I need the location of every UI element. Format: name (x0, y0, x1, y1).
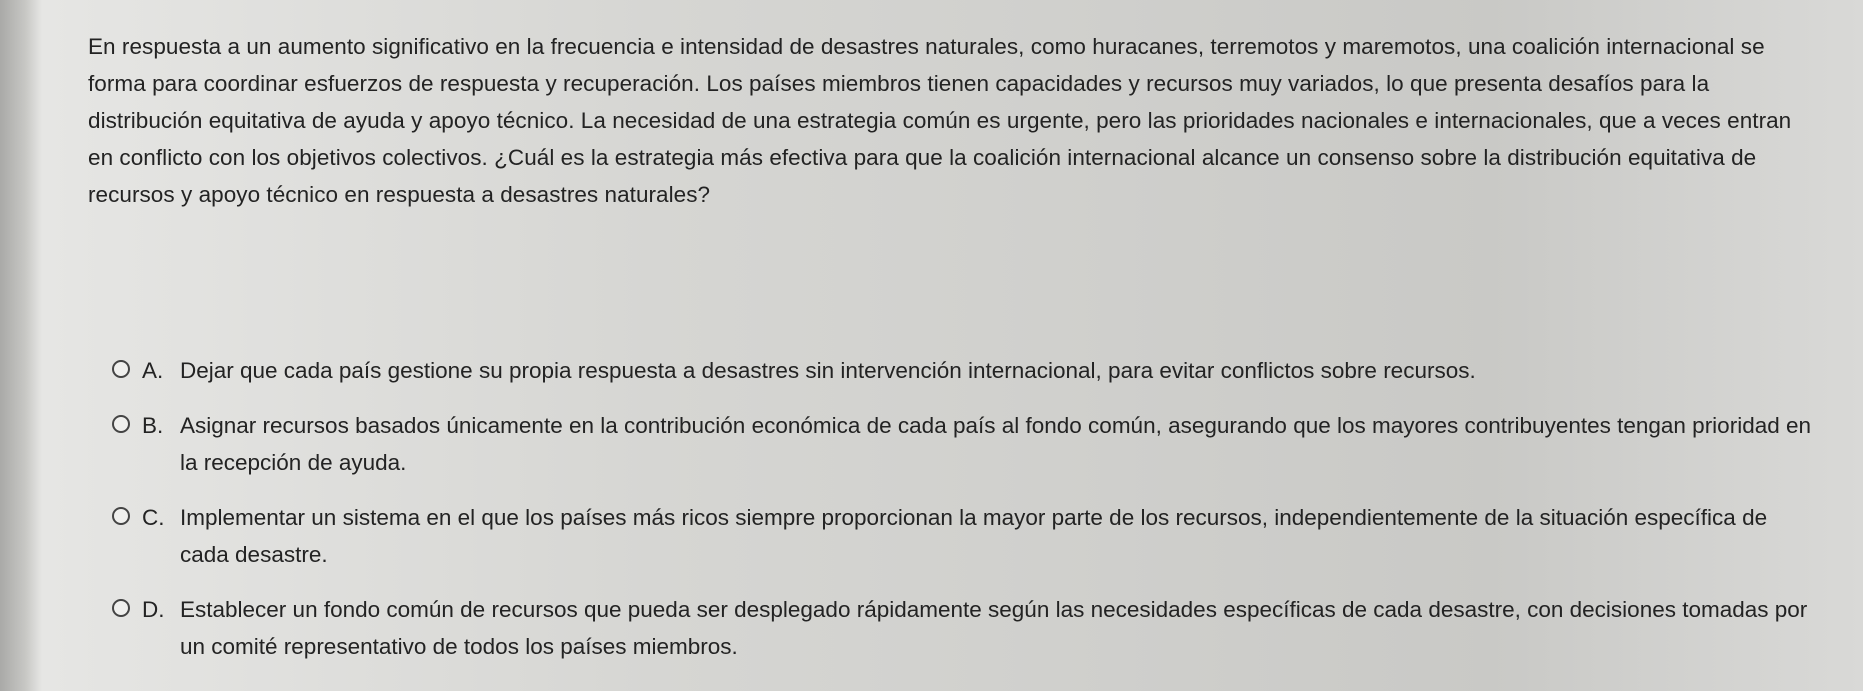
option-text: Implementar un sistema en el que los países más ricos siempre proporcionan la mayor parte de los recursos, independientemente de la situación específica de cada desastre. (180, 505, 1768, 567)
radio-button-icon[interactable] (112, 507, 130, 525)
page-edge-shadow (0, 0, 42, 691)
option-text: Asignar recursos basados únicamente en la contribución económica de cada país al fondo común, asegurando que los mayores contribuyentes tengan prioridad en la recepción de ayuda. (180, 413, 1812, 475)
radio-button-icon[interactable] (112, 360, 130, 378)
option-d[interactable] (112, 591, 1822, 665)
option-letter: A. (142, 358, 164, 383)
option-letter: B. (142, 413, 164, 438)
radio-button-icon[interactable] (112, 415, 130, 433)
option-b[interactable] (112, 407, 1822, 481)
option-a[interactable] (112, 352, 1822, 389)
option-c[interactable] (112, 499, 1822, 573)
option-letter: C. (142, 505, 165, 530)
answer-options (112, 352, 1822, 683)
option-letter: D. (142, 597, 165, 622)
radio-button-icon[interactable] (112, 599, 130, 617)
question-text: En respuesta a un aumento significativo en la frecuencia e intensidad de desastres naturales, como huracanes, terremotos y maremotos, una coalición internacional se forma para coordinar esfuerzos de respuesta y recuperación. Los países miembros tienen capacidades y recursos muy variados, lo que presenta desafíos para la distribución equitativa de ayuda y apoyo técnico. La necesidad de una estrategia común es urgente, pero las prioridades nacionales e internacionales, que a veces entran en conflicto con los objetivos colectivos. ¿Cuál es la estrategia más efectiva para que la coalición internacional alcance un consenso sobre la distribución equitativa de recursos y apoyo técnico en respuesta a desastres naturales? (88, 34, 1792, 207)
option-text: Dejar que cada país gestione su propia respuesta a desastres sin intervención internacional, para evitar conflictos sobre recursos. (180, 358, 1476, 383)
option-text: Establecer un fondo común de recursos que pueda ser desplegado rápidamente según las necesidades específicas de cada desastre, con decisiones tomadas por un comité representativo de todos los países miembros. (180, 597, 1808, 659)
